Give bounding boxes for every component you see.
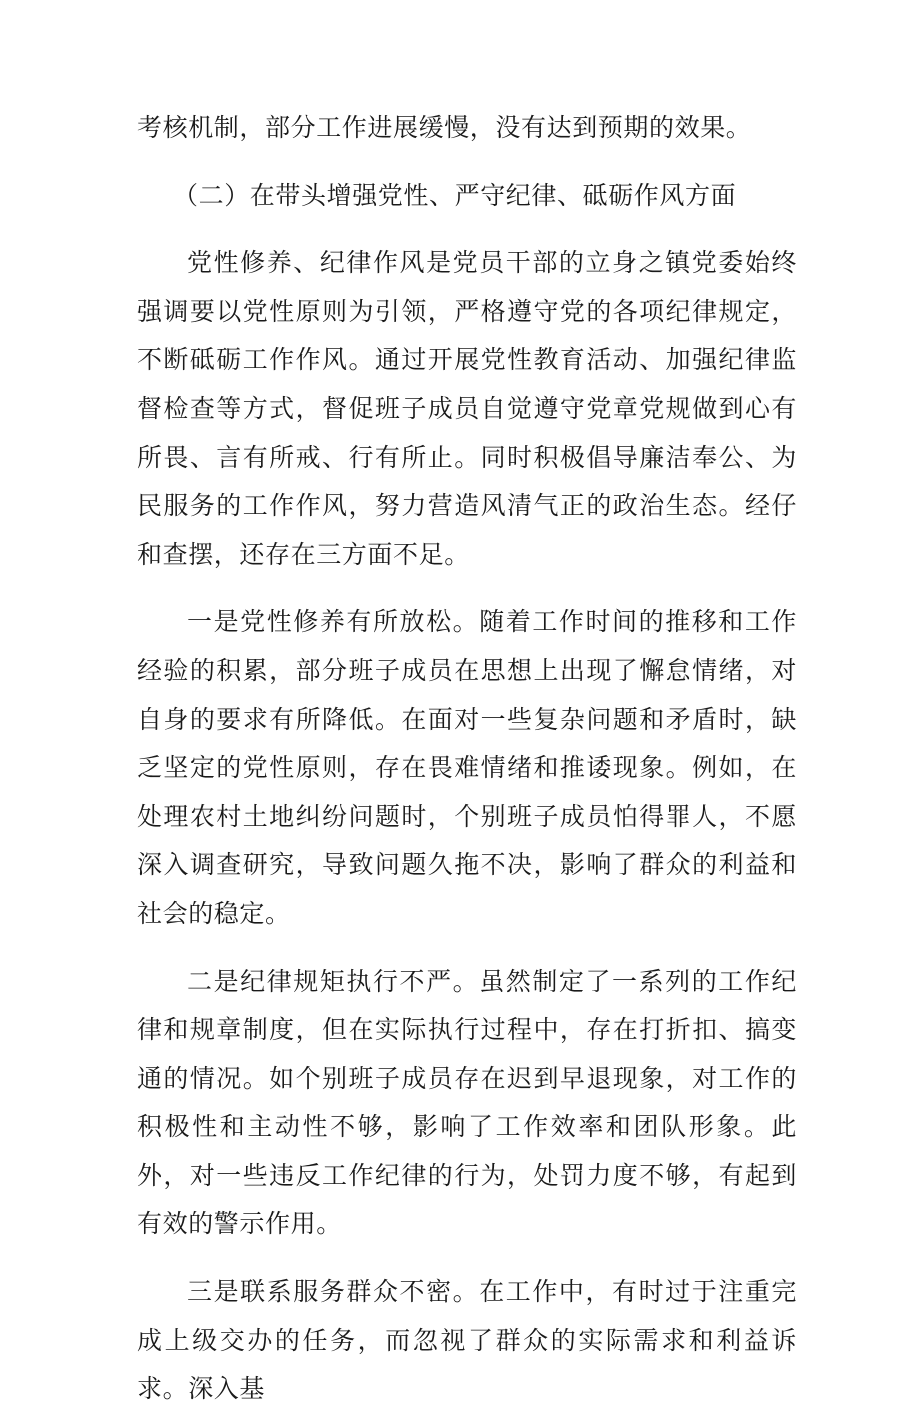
paragraph-point-one: 一是党性修养有所放松。随着工作时间的推移和工作经验的积累，部分班子成员在思想上出现了懈怠情绪，对自身的要求有所降低。在面对一些复杂问题和矛盾时，缺乏坚定的党性原则，存在畏难情绪和推诿现象。例如，在处理农村土地纠纷问题时，个别班子成员怕得罪人，不愿深入调查研究，导致问题久拖不决，影响了群众的利益和社会的稳定。 (137, 607, 797, 928)
document-body (137, 104, 797, 1414)
paragraph-intro: 党性修养、纪律作风是党员干部的立身之镇党委始终强调要以党性原则为引领，严格遵守党的各项纪律规定，不断砥砺工作作风。通过开展党性教育活动、加强纪律监督检查等方式，督促班子成员自觉遵守党章党规做到心有所畏、言有所戒、行有所止。同时积极倡导廉洁奉公、为民服务的工作作风，努力营造风清气正的政治生态。经仔和查摆，还存在三方面不足。 (137, 248, 797, 569)
paragraph-continuation: 考核机制，部分工作进展缓慢，没有达到预期的效果。 (137, 113, 752, 142)
paragraph-point-three: 三是联系服务群众不密。在工作中，有时过于注重完成上级交办的任务，而忽视了群众的实际需求和利益诉求。深入基 (137, 1277, 797, 1404)
paragraph-point-two: 二是纪律规矩执行不严。虽然制定了一系列的工作纪律和规章制度，但在实际执行过程中，存在打折扣、搞变通的情况。如个别班子成员存在迟到早退现象，对工作的积极性和主动性不够，影响了工作效率和团队形象。此外，对一些违反工作纪律的行为，处罚力度不够，有起到有效的警示作用。 (137, 966, 797, 1239)
section-heading: （二）在带头增强党性、严守纪律、砥砺作风方面 (173, 180, 737, 210)
